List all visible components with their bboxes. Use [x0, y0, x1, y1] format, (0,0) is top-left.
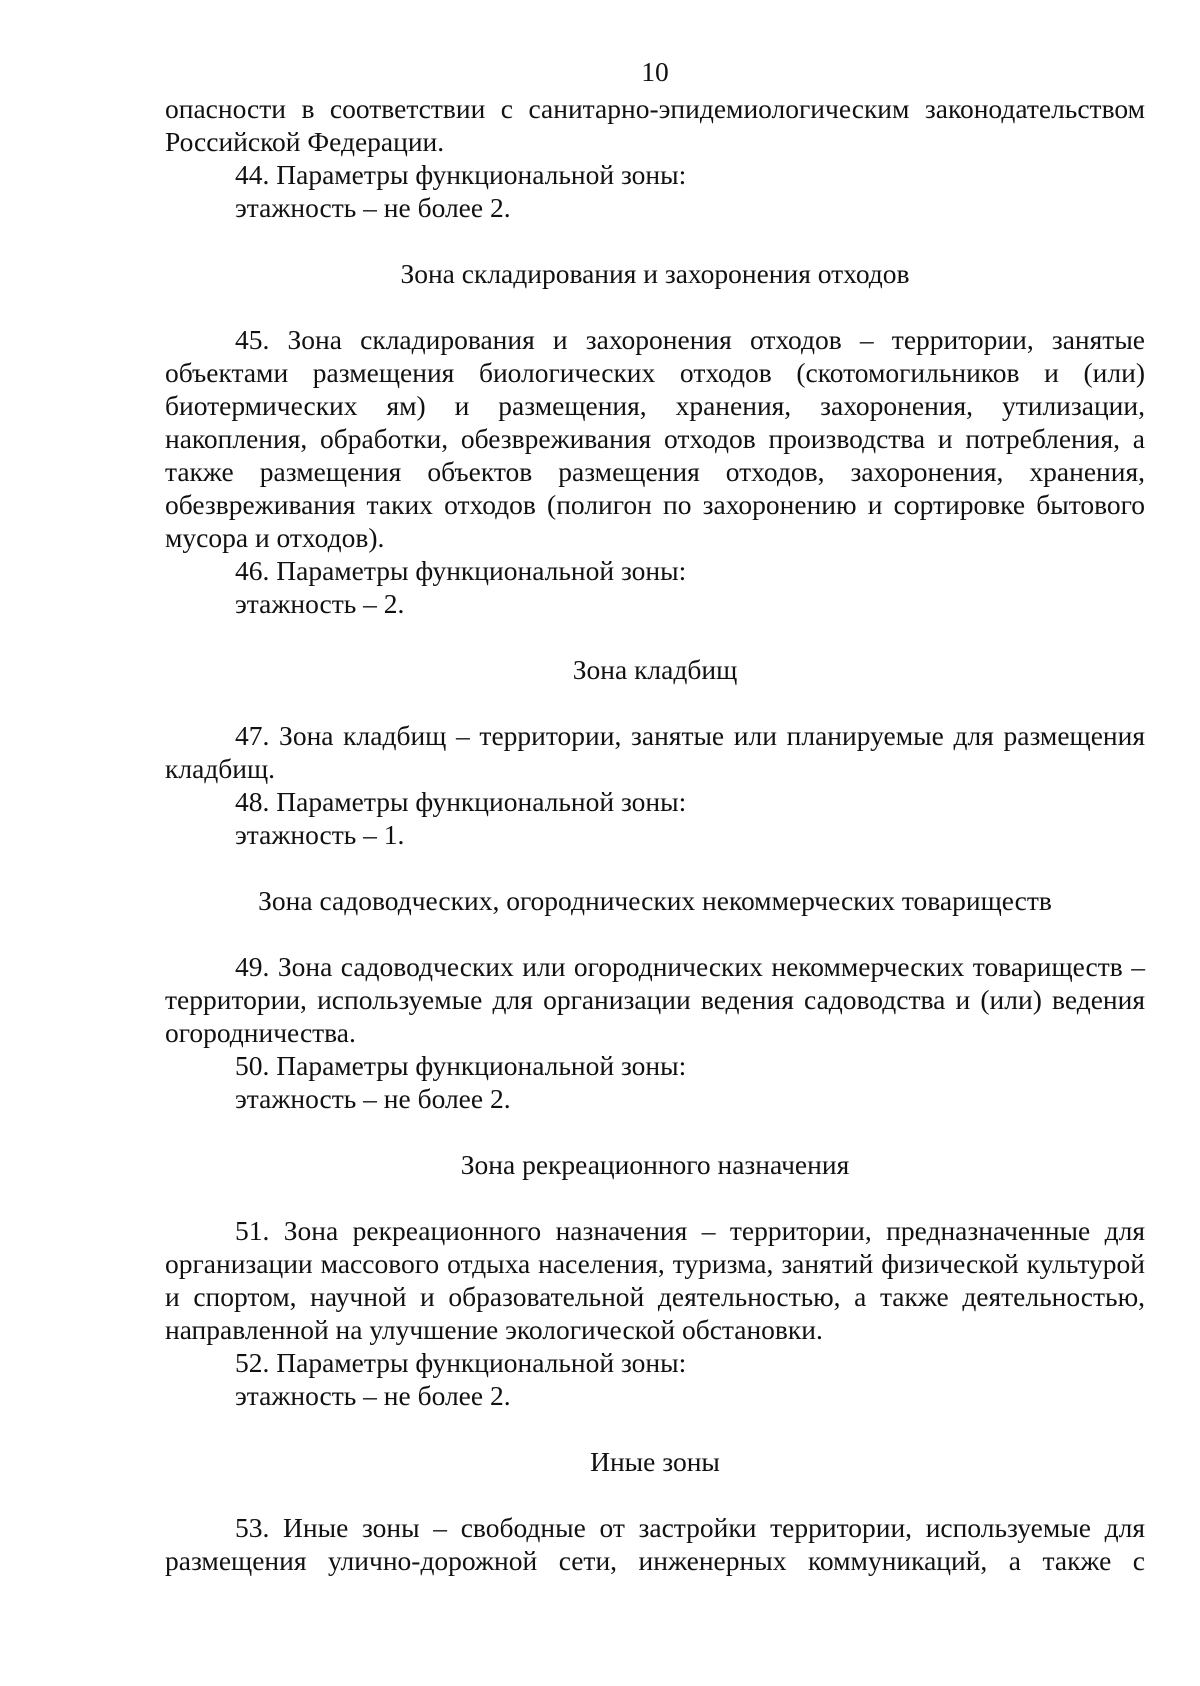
paragraph-49: 49. Зона садоводческих или огороднических некоммерческих товариществ – территории, используемые для организации ведения садоводства и (или) ведения огородничества. — [165, 951, 1145, 1048]
paragraph-48-value: этажность – 1. — [235, 819, 405, 850]
paragraph-46-value: этажность – 2. — [235, 588, 405, 619]
section-heading-recreation: Зона рекреационного назначения — [460, 1149, 850, 1180]
paragraph-48: 48. Параметры функциональной зоны: — [235, 786, 687, 817]
page-number: 10 — [641, 56, 669, 87]
section-heading-other: Иные зоны — [590, 1446, 720, 1477]
section-heading-waste: Зона складирования и захоронения отходов — [400, 258, 910, 289]
paragraph-51: 51. Зона рекреационного назначения – территории, предназначенные для организации массового отдыха населения, туризма, занятий физической культурой и спортом, научной и образовательной деятельностью, а также деятельностью, направленной на улучшение экологической обстановки. — [165, 1215, 1145, 1345]
document-page — [165, 52, 1145, 1577]
paragraph-46: 46. Параметры функциональной зоны: — [235, 555, 687, 586]
paragraph-47: 47. Зона кладбищ – территории, занятые или планируемые для размещения кладбищ. — [165, 720, 1145, 784]
paragraph-44: 44. Параметры функциональной зоны: — [235, 159, 687, 190]
paragraph-44-value: этажность – не более 2. — [235, 192, 511, 223]
paragraph-45: 45. Зона складирования и захоронения отходов – территории, занятые объектами размещения биологических отходов (скотомогильников и (или) биотермических ям) и размещения, хранения, захоронения, утилизации, накопления, обработки, обезвреживания отходов производства и потребления, а также размещения объектов размещения отходов, захоронения, хранения, обезвреживания таких отходов (полигон по захоронению и сортировке бытового мусора и отходов). — [165, 324, 1145, 553]
paragraph-53: 53. Иные зоны – свободные от застройки территории, используемые для размещения улично-дорожной сети, инженерных коммуникаций, а также с — [165, 1512, 1145, 1576]
paragraph-continued: опасности в соответствии с санитарно-эпидемиологическим законодательством Российской Федерации. — [165, 93, 1145, 157]
paragraph-50-value: этажность – не более 2. — [235, 1083, 511, 1114]
paragraph-50: 50. Параметры функциональной зоны: — [235, 1050, 687, 1081]
section-heading-cemeteries: Зона кладбищ — [572, 654, 738, 685]
paragraph-52: 52. Параметры функциональной зоны: — [235, 1347, 687, 1378]
section-heading-gardening: Зона садоводческих, огороднических некоммерческих товариществ — [258, 885, 1052, 916]
paragraph-52-value: этажность – не более 2. — [235, 1380, 511, 1411]
